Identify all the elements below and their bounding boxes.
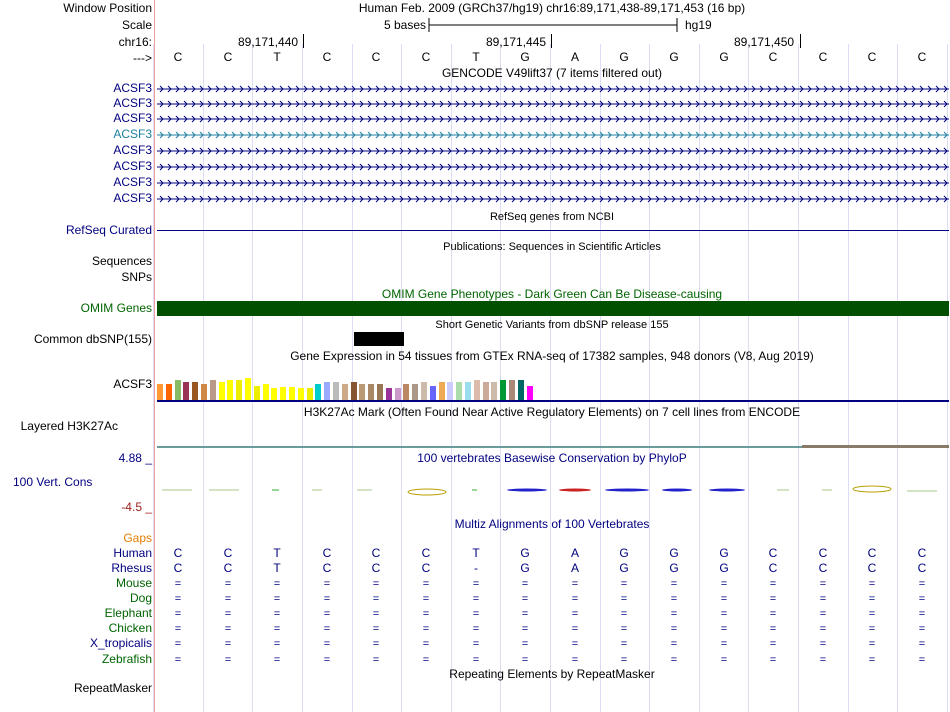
alignment-base: = <box>422 593 430 605</box>
alignment-base: G <box>669 561 679 575</box>
alignment-base: C <box>322 546 332 560</box>
alignment-base: = <box>620 654 628 666</box>
gtex-tissue-bar[interactable] <box>351 382 357 400</box>
gaps-label[interactable]: Gaps <box>123 531 152 545</box>
alignment-base: = <box>819 593 827 605</box>
alignment-base: = <box>422 578 430 590</box>
transcript-strand-arrows <box>157 177 949 189</box>
alignment-base: = <box>174 593 182 605</box>
alignment-base: = <box>323 593 331 605</box>
alignment-base: = <box>372 623 380 635</box>
alignment-base: T <box>273 561 281 575</box>
alignment-base: = <box>372 608 380 620</box>
gtex-tissue-bar[interactable] <box>298 388 304 400</box>
label-separator <box>154 0 155 712</box>
alignment-base: C <box>867 561 877 575</box>
alignment-base: = <box>422 608 430 620</box>
alignment-base: C <box>867 546 877 560</box>
transcript-arrow-line[interactable] <box>157 161 949 173</box>
publications-track-title[interactable]: Publications: Sequences in Scientific Articles <box>443 241 661 253</box>
transcript-arrow-line[interactable] <box>157 83 949 95</box>
gtex-tissue-bar[interactable] <box>227 380 233 400</box>
alignment-base: = <box>372 593 380 605</box>
alignment-base: = <box>769 623 777 635</box>
alignment-base: C <box>223 546 233 560</box>
dbsnp-track-label[interactable]: Common dbSNP(155) <box>33 332 152 346</box>
alignment-base: = <box>174 623 182 635</box>
gtex-tissue-bar[interactable] <box>509 380 515 400</box>
transcript-strand-arrows <box>157 98 949 110</box>
gtex-tissue-bar[interactable] <box>386 388 392 400</box>
alignment-base: C <box>768 561 778 575</box>
alignment-base: G <box>619 561 629 575</box>
alignment-base: G <box>619 546 629 560</box>
alignment-base: = <box>819 638 827 650</box>
gtex-gene-label[interactable]: ACSF3 <box>113 377 152 391</box>
alignment-base: C <box>421 546 431 560</box>
gtex-tissue-bar[interactable] <box>333 382 339 400</box>
transcript-arrow-line[interactable] <box>157 113 949 125</box>
species-label[interactable]: Human <box>113 546 152 560</box>
alignment-base: = <box>323 578 331 590</box>
alignment-base: = <box>273 578 281 590</box>
alignment-base: = <box>868 593 876 605</box>
gtex-tissue-bar[interactable] <box>219 382 225 400</box>
alignment-base: C <box>818 546 828 560</box>
tick-label: 89,171,450 <box>734 35 795 49</box>
omim-track-label[interactable]: OMIM Genes <box>80 301 152 315</box>
alignment-base: = <box>224 608 232 620</box>
gtex-tissue-bar[interactable] <box>412 384 418 400</box>
dna-base: G <box>669 50 679 64</box>
alignment-base: = <box>472 654 480 666</box>
phylop-track-title[interactable]: 100 vertebrates Basewise Conservation by PhyloP <box>417 451 687 465</box>
gencode-transcript-label[interactable]: ACSF3 <box>113 96 152 110</box>
repeatmasker-track-label[interactable]: RepeatMasker <box>73 681 152 695</box>
gtex-tissue-bar[interactable] <box>280 387 286 400</box>
dbsnp-track-title[interactable]: Short Genetic Variants from dbSNP release 155 <box>435 319 669 331</box>
h3k27ac-track-title[interactable]: H3K27Ac Mark (Often Found Near Active Regulatory Elements) on 7 cell lines from ENCODE <box>303 405 801 419</box>
gencode-transcript-label[interactable]: ACSF3 <box>113 81 152 95</box>
dna-base: C <box>917 50 927 64</box>
refseq-track-title[interactable]: RefSeq genes from NCBI <box>489 211 615 223</box>
alignment-base: C <box>917 546 927 560</box>
species-label[interactable]: X_tropicalis <box>89 636 152 650</box>
alignment-base: = <box>174 608 182 620</box>
alignment-base: = <box>571 578 579 590</box>
gtex-tissue-bar[interactable] <box>315 384 321 400</box>
alignment-base: = <box>472 578 480 590</box>
transcript-arrow-line[interactable] <box>157 193 949 205</box>
alignment-base: = <box>273 623 281 635</box>
gtex-tissue-bar[interactable] <box>201 384 207 400</box>
multiz-track-title[interactable]: Multiz Alignments of 100 Vertebrates <box>454 517 650 531</box>
alignment-base: = <box>670 654 678 666</box>
gtex-tissue-bar[interactable] <box>175 380 181 400</box>
alignment-base: = <box>918 608 926 620</box>
alignment-base: = <box>571 638 579 650</box>
alignment-base: - <box>474 561 478 575</box>
alignment-base: C <box>322 561 332 575</box>
alignment-base: = <box>670 593 678 605</box>
omim-track-title[interactable]: OMIM Gene Phenotypes - Dark Green Can Be Disease-causing <box>381 287 723 301</box>
alignment-base: C <box>371 546 381 560</box>
alignment-base: = <box>273 593 281 605</box>
transcript-arrow-line[interactable] <box>157 129 949 141</box>
alignment-base: = <box>372 578 380 590</box>
scale-assembly: hg19 <box>685 18 712 32</box>
transcript-strand-arrows <box>157 145 949 157</box>
alignment-base: = <box>174 654 182 666</box>
gtex-tissue-bar[interactable] <box>403 384 409 400</box>
alignment-base: = <box>769 654 777 666</box>
alignment-base: C <box>223 561 233 575</box>
alignment-base: = <box>769 593 777 605</box>
scale-label: Scale <box>121 18 152 32</box>
dna-base: C <box>768 50 778 64</box>
dna-base: C <box>818 50 828 64</box>
dna-base: A <box>570 50 579 64</box>
tick-label: 89,171,445 <box>486 35 547 49</box>
alignment-base: T <box>273 546 281 560</box>
alignment-base: = <box>670 578 678 590</box>
alignment-base: = <box>422 623 430 635</box>
alignment-base: C <box>371 561 381 575</box>
alignment-base: T <box>472 546 480 560</box>
alignment-base: = <box>620 638 628 650</box>
alignment-base: A <box>570 561 579 575</box>
alignment-base: = <box>819 654 827 666</box>
species-label[interactable]: Mouse <box>115 576 152 590</box>
base-guide-line <box>153 44 154 712</box>
dna-base: C <box>421 50 431 64</box>
alignment-base: = <box>521 638 529 650</box>
h3k27ac-signal <box>157 446 802 448</box>
alignment-base: = <box>273 654 281 666</box>
alignment-base: = <box>521 608 529 620</box>
alignment-base: = <box>918 623 926 635</box>
dna-base: C <box>173 50 183 64</box>
gtex-track-title[interactable]: Gene Expression in 54 tissues from GTEx RNA-seq of 17382 samples, 948 donors (V8, Aug 2019) <box>290 349 814 363</box>
alignment-base: = <box>620 608 628 620</box>
alignment-base: = <box>571 608 579 620</box>
alignment-base: = <box>422 654 430 666</box>
gtex-tissue-bar[interactable] <box>439 382 445 400</box>
gtex-tissue-bar[interactable] <box>456 382 462 400</box>
gtex-gene-line <box>157 400 949 402</box>
gtex-tissue-bar[interactable] <box>157 384 163 400</box>
alignment-base: = <box>720 654 728 666</box>
omim-gene-bar[interactable] <box>157 301 949 316</box>
dna-base: C <box>322 50 332 64</box>
gtex-tissue-bar[interactable] <box>491 382 497 400</box>
alignment-base: = <box>521 578 529 590</box>
alignment-base: = <box>720 608 728 620</box>
alignment-base: = <box>769 638 777 650</box>
gtex-tissue-bar[interactable] <box>465 382 471 400</box>
gtex-tissue-bar[interactable] <box>430 386 436 400</box>
scale-bar <box>428 17 680 33</box>
alignment-base: = <box>918 638 926 650</box>
gtex-tissue-bar[interactable] <box>447 382 453 400</box>
refseq-track-label[interactable]: RefSeq Curated <box>65 223 152 237</box>
gtex-tissue-bar[interactable] <box>192 382 198 400</box>
gtex-tissue-bar[interactable] <box>324 382 330 400</box>
gtex-tissue-bar[interactable] <box>359 384 365 400</box>
alignment-base: = <box>720 638 728 650</box>
alignment-base: = <box>372 654 380 666</box>
alignment-base: = <box>521 623 529 635</box>
tick-label: 89,171,440 <box>238 35 299 49</box>
h3k27ac-signal <box>802 445 949 448</box>
alignment-base: C <box>421 561 431 575</box>
gtex-tissue-bar[interactable] <box>342 384 348 400</box>
dna-base: G <box>719 50 729 64</box>
alignment-base: = <box>670 623 678 635</box>
gencode-transcript-label[interactable]: ACSF3 <box>113 127 152 141</box>
transcript-strand-arrows <box>157 193 949 205</box>
alignment-base: = <box>868 578 876 590</box>
chrom-label: chr16: <box>118 35 152 49</box>
alignment-base: = <box>323 608 331 620</box>
alignment-base: = <box>620 593 628 605</box>
tick-mark <box>303 34 304 48</box>
alignment-base: = <box>868 638 876 650</box>
repeatmasker-track-title[interactable]: Repeating Elements by RepeatMasker <box>449 667 655 681</box>
alignment-base: = <box>868 623 876 635</box>
alignment-base: = <box>571 593 579 605</box>
alignment-base: = <box>720 623 728 635</box>
alignment-base: = <box>521 654 529 666</box>
snp-variant-box[interactable] <box>354 332 404 346</box>
alignment-base: C <box>818 561 828 575</box>
transcript-strand-arrows <box>157 129 949 141</box>
transcript-strand-arrows <box>157 83 949 95</box>
alignment-base: = <box>323 638 331 650</box>
phylop-conservation-plot[interactable] <box>157 480 949 500</box>
alignment-base: G <box>520 546 530 560</box>
gencode-transcript-label[interactable]: ACSF3 <box>113 191 152 205</box>
species-label[interactable]: Chicken <box>108 621 152 635</box>
phylop-max-label: 4.88 _ <box>118 451 152 465</box>
transcript-arrow-line[interactable] <box>157 145 949 157</box>
alignment-base: = <box>620 578 628 590</box>
alignment-base: = <box>323 623 331 635</box>
gencode-transcript-label[interactable]: ACSF3 <box>113 175 152 189</box>
alignment-base: = <box>224 638 232 650</box>
gtex-tissue-bar[interactable] <box>377 384 383 400</box>
transcript-strand-arrows <box>157 113 949 125</box>
gtex-tissue-bar[interactable] <box>183 382 189 400</box>
alignment-base: = <box>918 593 926 605</box>
strand-label: ---> <box>133 51 152 65</box>
alignment-base: A <box>570 546 579 560</box>
refseq-gene-line[interactable] <box>157 230 949 231</box>
alignment-base: = <box>174 638 182 650</box>
window-position-label: Window Position <box>63 1 152 15</box>
alignment-base: = <box>224 578 232 590</box>
gtex-tissue-bar[interactable] <box>236 380 242 400</box>
alignment-base: = <box>918 578 926 590</box>
alignment-base: = <box>720 578 728 590</box>
alignment-base: C <box>173 561 183 575</box>
alignment-base: C <box>768 546 778 560</box>
alignment-base: = <box>720 593 728 605</box>
gtex-tissue-bar[interactable] <box>368 384 374 400</box>
gtex-tissue-bar[interactable] <box>166 384 172 400</box>
alignment-base: = <box>224 654 232 666</box>
h3k27ac-track-label[interactable]: Layered H3K27Ac <box>20 419 118 433</box>
dna-base: G <box>520 50 530 64</box>
tick-mark <box>800 34 801 48</box>
gtex-tissue-bar[interactable] <box>210 380 216 400</box>
gencode-transcript-label[interactable]: ACSF3 <box>113 111 152 125</box>
alignment-base: = <box>868 608 876 620</box>
gtex-tissue-bar[interactable] <box>474 380 480 400</box>
alignment-base: = <box>670 608 678 620</box>
gtex-tissue-bar[interactable] <box>245 378 251 400</box>
phylop-min-label: -4.5 _ <box>121 500 152 514</box>
gtex-tissue-bar[interactable] <box>263 384 269 400</box>
dna-base: T <box>472 50 480 64</box>
gencode-transcript-label[interactable]: ACSF3 <box>113 159 152 173</box>
alignment-base: G <box>669 546 679 560</box>
alignment-base: G <box>719 561 729 575</box>
alignment-base: C <box>917 561 927 575</box>
species-label[interactable]: Rhesus <box>111 561 152 575</box>
assembly-position-text: Human Feb. 2009 (GRCh37/hg19) chr16:89,171,438-89,171,453 (16 bp) <box>358 1 746 15</box>
alignment-base: = <box>422 638 430 650</box>
alignment-base: = <box>521 593 529 605</box>
alignment-base: = <box>323 654 331 666</box>
species-label[interactable]: Dog <box>129 591 152 605</box>
alignment-base: = <box>472 593 480 605</box>
alignment-base: = <box>670 638 678 650</box>
gtex-tissue-bar[interactable] <box>395 388 401 400</box>
alignment-base: C <box>173 546 183 560</box>
gtex-tissue-bar[interactable] <box>289 387 295 400</box>
transcript-strand-arrows <box>157 161 949 173</box>
dna-base: C <box>223 50 233 64</box>
alignment-base: = <box>571 654 579 666</box>
gencode-track-title[interactable]: GENCODE V49lift37 (7 items filtered out) <box>441 66 663 80</box>
alignment-base: = <box>868 654 876 666</box>
alignment-base: = <box>273 608 281 620</box>
alignment-base: G <box>520 561 530 575</box>
alignment-base: = <box>819 608 827 620</box>
gtex-tissue-bar[interactable] <box>483 382 489 400</box>
species-label[interactable]: Elephant <box>104 606 152 620</box>
gtex-tissue-bar[interactable] <box>271 388 277 400</box>
scale-text: 5 bases <box>383 18 426 32</box>
alignment-base: = <box>472 638 480 650</box>
gtex-tissue-bar[interactable] <box>307 388 313 400</box>
transcript-arrow-line[interactable] <box>157 177 949 189</box>
alignment-base: = <box>224 593 232 605</box>
alignment-base: = <box>372 638 380 650</box>
alignment-base: = <box>472 608 480 620</box>
gtex-tissue-bar[interactable] <box>500 380 506 400</box>
tick-mark <box>551 34 552 48</box>
gtex-tissue-bar[interactable] <box>254 386 260 400</box>
snps-label[interactable]: SNPs <box>121 270 152 284</box>
alignment-base: = <box>174 578 182 590</box>
alignment-base: G <box>719 546 729 560</box>
sequences-label[interactable]: Sequences <box>91 254 152 268</box>
dna-base: T <box>273 50 281 64</box>
gencode-transcript-label[interactable]: ACSF3 <box>113 143 152 157</box>
alignment-base: = <box>769 608 777 620</box>
alignment-base: = <box>819 623 827 635</box>
dna-base: C <box>867 50 877 64</box>
alignment-base: = <box>769 578 777 590</box>
gtex-tissue-bar[interactable] <box>527 386 533 400</box>
species-label[interactable]: Zebrafish <box>101 652 152 666</box>
dna-base: G <box>619 50 629 64</box>
phylop-track-label[interactable]: 100 Vert. Cons <box>13 475 93 489</box>
alignment-base: = <box>273 638 281 650</box>
alignment-base: = <box>571 623 579 635</box>
transcript-arrow-line[interactable] <box>157 98 949 110</box>
alignment-base: = <box>918 654 926 666</box>
dna-base: C <box>371 50 381 64</box>
gtex-tissue-bar[interactable] <box>421 382 427 400</box>
alignment-base: = <box>819 578 827 590</box>
alignment-base: = <box>472 623 480 635</box>
alignment-base: = <box>620 623 628 635</box>
gtex-tissue-bar[interactable] <box>518 380 524 400</box>
alignment-base: = <box>224 623 232 635</box>
